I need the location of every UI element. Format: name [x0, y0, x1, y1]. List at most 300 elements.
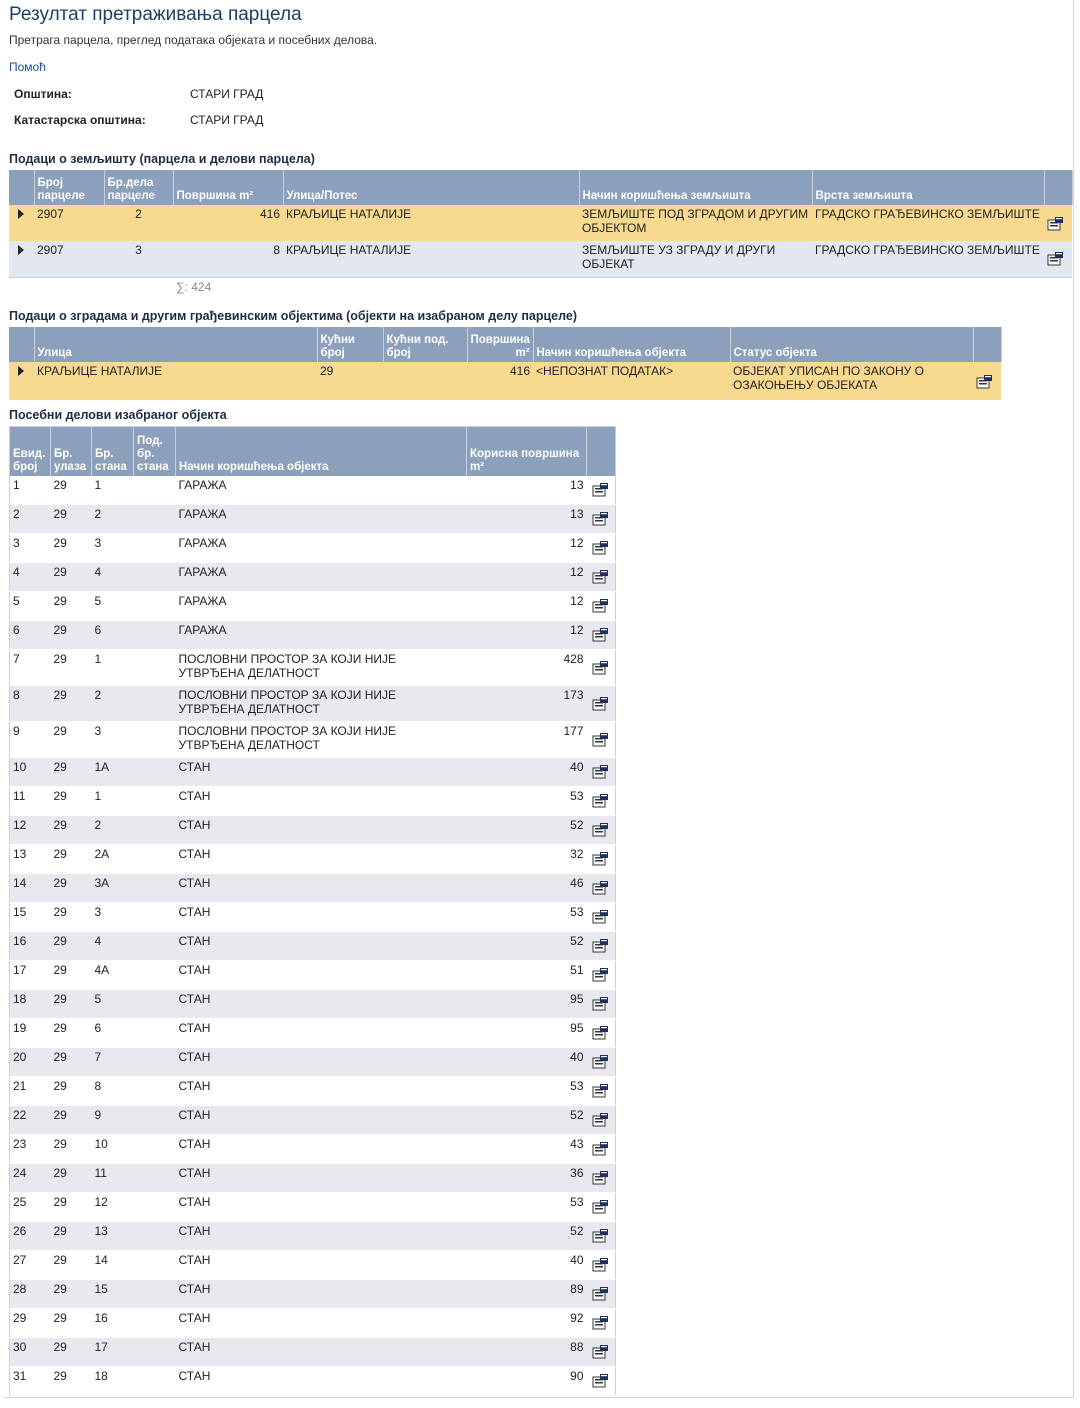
part-evid: 1: [10, 476, 51, 505]
part-apt: 12: [92, 1192, 134, 1221]
expand-arrow-icon[interactable]: [18, 366, 24, 376]
part-apt: 15: [92, 1279, 134, 1308]
building-status: ОБЈЕКАТ УПИСАН ПО ЗАКОНУ О ОЗАКОЊЕЊУ ОБЈЕКАТА: [730, 362, 973, 400]
detail-cell[interactable]: [587, 1192, 616, 1221]
detail-icon[interactable]: [592, 1344, 609, 1359]
part-row[interactable]: [10, 504, 616, 533]
part-entrance: 29: [51, 1221, 92, 1250]
part-usage: СТАН: [176, 1279, 467, 1308]
parcel-part: 2: [104, 205, 173, 241]
expand-cell[interactable]: [9, 205, 34, 241]
part-evid: 19: [10, 1018, 51, 1047]
help-link[interactable]: Помоћ: [9, 60, 46, 74]
part-usage: СТАН: [176, 757, 467, 786]
part-row[interactable]: [10, 476, 616, 505]
detail-icon[interactable]: [592, 793, 609, 808]
detail-cell[interactable]: [587, 476, 616, 505]
part-usage: СТАН: [176, 1337, 467, 1366]
detail-icon[interactable]: [592, 851, 609, 866]
part-evid: 10: [10, 757, 51, 786]
part-usage: ПОСЛОВНИ ПРОСТОР ЗА КОЈИ НИЈЕ УТВРЂЕНА ДЕЛАТНОСТ: [176, 649, 467, 685]
detail-cell[interactable]: [587, 1018, 616, 1047]
detail-cell[interactable]: [587, 685, 616, 721]
part-entrance: 29: [51, 685, 92, 721]
part-evid: 5: [10, 591, 51, 620]
land-row[interactable]: [9, 241, 1072, 277]
part-entrance: 29: [51, 931, 92, 960]
land-header-actions: [1044, 170, 1072, 205]
detail-icon[interactable]: [1047, 216, 1064, 231]
part-area: 95: [467, 989, 587, 1018]
buildings-table: [9, 327, 1002, 400]
part-evid: 7: [10, 649, 51, 685]
detail-icon[interactable]: [592, 1315, 609, 1330]
part-sub: [134, 931, 176, 960]
part-row[interactable]: [10, 620, 616, 649]
part-evid: 6: [10, 620, 51, 649]
part-apt: 6: [92, 620, 134, 649]
part-sub: [134, 844, 176, 873]
part-entrance: 29: [51, 1366, 92, 1395]
detail-icon[interactable]: [592, 732, 609, 747]
part-row[interactable]: [10, 960, 616, 989]
detail-cell[interactable]: [587, 1366, 616, 1395]
detail-cell[interactable]: [587, 931, 616, 960]
part-usage: СТАН: [176, 931, 467, 960]
parcel-usage: ЗЕМЉИШТЕ ПОД ЗГРАДОМ И ДРУГИМ ОБЈЕКТОМ: [579, 205, 812, 241]
buildings-header-house-no[interactable]: Кућни број: [317, 327, 383, 362]
part-entrance: 29: [51, 504, 92, 533]
part-apt: 13: [92, 1221, 134, 1250]
part-apt: 4: [92, 931, 134, 960]
part-area: 12: [467, 562, 587, 591]
detail-icon[interactable]: [592, 627, 609, 642]
part-entrance: 29: [51, 1279, 92, 1308]
part-entrance: 29: [51, 1105, 92, 1134]
part-row[interactable]: [10, 757, 616, 786]
detail-icon[interactable]: [592, 511, 609, 526]
detail-icon[interactable]: [976, 374, 993, 389]
part-evid: 26: [10, 1221, 51, 1250]
part-usage: СТАН: [176, 1047, 467, 1076]
part-sub: [134, 504, 176, 533]
part-entrance: 29: [51, 1250, 92, 1279]
parts-header-sub[interactable]: Под. бр. стана: [134, 427, 176, 476]
detail-cell[interactable]: [587, 786, 616, 815]
part-row[interactable]: [10, 1134, 616, 1163]
part-apt: 3А: [92, 873, 134, 902]
part-entrance: 29: [51, 786, 92, 815]
part-sub: [134, 1105, 176, 1134]
part-sub: [134, 1337, 176, 1366]
detail-icon[interactable]: [592, 880, 609, 895]
municipality-label: Општина:: [14, 87, 72, 101]
part-area: 51: [467, 960, 587, 989]
part-apt: 17: [92, 1337, 134, 1366]
detail-icon[interactable]: [592, 764, 609, 779]
detail-cell[interactable]: [587, 960, 616, 989]
detail-cell[interactable]: [587, 504, 616, 533]
part-sub: [134, 591, 176, 620]
part-usage: СТАН: [176, 1221, 467, 1250]
land-header-type[interactable]: Врста земљишта: [812, 170, 1044, 205]
part-usage: СТАН: [176, 1366, 467, 1395]
part-row[interactable]: [10, 1076, 616, 1105]
parcel-type: ГРАДСКО ГРАЂЕВИНСКО ЗЕМЉИШТЕ: [812, 241, 1044, 277]
part-area: 92: [467, 1308, 587, 1337]
part-area: 46: [467, 873, 587, 902]
part-evid: 18: [10, 989, 51, 1018]
detail-icon[interactable]: [592, 1141, 609, 1156]
detail-icon[interactable]: [592, 996, 609, 1011]
municipality-value: СТАРИ ГРАД: [190, 87, 264, 101]
part-entrance: 29: [51, 757, 92, 786]
part-usage: СТАН: [176, 1105, 467, 1134]
detail-cell[interactable]: [587, 1134, 616, 1163]
part-sub: [134, 873, 176, 902]
detail-cell[interactable]: [587, 1221, 616, 1250]
detail-icon[interactable]: [592, 967, 609, 982]
part-entrance: 29: [51, 591, 92, 620]
detail-icon[interactable]: [592, 1083, 609, 1098]
detail-cell[interactable]: [1044, 205, 1072, 241]
part-usage: СТАН: [176, 1163, 467, 1192]
parts-header-area[interactable]: Корисна површина m²: [467, 427, 587, 476]
building-row[interactable]: [9, 362, 1001, 400]
parcel-number: 2907: [34, 205, 104, 241]
part-evid: 24: [10, 1163, 51, 1192]
part-apt: 2: [92, 815, 134, 844]
part-entrance: 29: [51, 1134, 92, 1163]
part-row[interactable]: [10, 649, 616, 685]
part-apt: 1: [92, 649, 134, 685]
parts-header-entrance[interactable]: Бр. улаза: [51, 427, 92, 476]
part-apt: 8: [92, 1076, 134, 1105]
part-apt: 5: [92, 989, 134, 1018]
part-usage: СТАН: [176, 786, 467, 815]
part-area: 173: [467, 685, 587, 721]
detail-cell[interactable]: [587, 902, 616, 931]
expand-arrow-icon[interactable]: [18, 209, 24, 219]
detail-icon[interactable]: [592, 1170, 609, 1185]
buildings-section-title: Подаци о зградама и другим грађевинским објектима (објекти на изабраном делу парцеле): [9, 309, 578, 323]
detail-icon[interactable]: [592, 482, 609, 497]
detail-icon[interactable]: [592, 909, 609, 924]
part-area: 13: [467, 476, 587, 505]
detail-cell[interactable]: [587, 1279, 616, 1308]
part-row[interactable]: [10, 902, 616, 931]
part-usage: ГАРАЖА: [176, 591, 467, 620]
detail-cell[interactable]: [587, 1308, 616, 1337]
part-apt: 11: [92, 1163, 134, 1192]
building-usage: <НЕПОЗНАТ ПОДАТАК>: [533, 362, 730, 400]
part-evid: 20: [10, 1047, 51, 1076]
parts-body: [10, 476, 616, 1396]
part-entrance: 29: [51, 649, 92, 685]
part-entrance: 29: [51, 1076, 92, 1105]
parts-section-title: Посебни делови изабраног објекта: [9, 408, 227, 422]
detail-cell[interactable]: [587, 1105, 616, 1134]
detail-icon[interactable]: [592, 1025, 609, 1040]
part-row[interactable]: [10, 1366, 616, 1395]
expand-arrow-icon[interactable]: [18, 245, 24, 255]
part-area: 53: [467, 1192, 587, 1221]
part-sub: [134, 989, 176, 1018]
land-header-area[interactable]: Површина m²: [173, 170, 283, 205]
part-sub: [134, 1163, 176, 1192]
detail-cell[interactable]: [587, 1250, 616, 1279]
part-area: 40: [467, 1250, 587, 1279]
parts-header-evid[interactable]: Евид. број: [10, 427, 51, 476]
detail-cell[interactable]: [587, 815, 616, 844]
part-area: 95: [467, 1018, 587, 1047]
buildings-header-expand: [9, 327, 34, 362]
part-apt: 10: [92, 1134, 134, 1163]
cadastral-value: СТАРИ ГРАД: [190, 113, 264, 127]
part-apt: 6: [92, 1018, 134, 1047]
part-area: 89: [467, 1279, 587, 1308]
part-row[interactable]: [10, 786, 616, 815]
detail-icon[interactable]: [592, 822, 609, 837]
part-usage: СТАН: [176, 1134, 467, 1163]
part-entrance: 29: [51, 902, 92, 931]
detail-icon[interactable]: [592, 1112, 609, 1127]
part-area: 32: [467, 844, 587, 873]
buildings-header-usage[interactable]: Начин коришћења објекта: [533, 327, 730, 362]
part-apt: 1А: [92, 757, 134, 786]
part-area: 90: [467, 1366, 587, 1395]
land-header-usage[interactable]: Начин коришћења земљишта: [579, 170, 812, 205]
part-entrance: 29: [51, 873, 92, 902]
part-sub: [134, 1018, 176, 1047]
part-evid: 8: [10, 685, 51, 721]
detail-icon[interactable]: [592, 1054, 609, 1069]
part-entrance: 29: [51, 620, 92, 649]
part-sub: [134, 476, 176, 505]
buildings-header-street[interactable]: Улица: [34, 327, 317, 362]
expand-cell[interactable]: [9, 362, 34, 400]
detail-cell[interactable]: [587, 721, 616, 757]
buildings-header-status[interactable]: Статус објекта: [730, 327, 973, 362]
part-row[interactable]: [10, 1308, 616, 1337]
part-apt: 4А: [92, 960, 134, 989]
part-area: 53: [467, 1076, 587, 1105]
expand-cell[interactable]: [9, 241, 34, 277]
part-sub: [134, 1192, 176, 1221]
part-usage: ГАРАЖА: [176, 476, 467, 505]
part-usage: СТАН: [176, 960, 467, 989]
detail-cell[interactable]: [587, 620, 616, 649]
land-header-street[interactable]: Улица/Потес: [283, 170, 579, 205]
part-apt: 1: [92, 786, 134, 815]
part-sub: [134, 1308, 176, 1337]
parcel-street: КРАЉИЦЕ НАТАЛИЈЕ: [283, 241, 579, 277]
parcel-usage: ЗЕМЉИШТЕ УЗ ЗГРАДУ И ДРУГИ ОБЈЕКАТ: [579, 241, 812, 277]
part-sub: [134, 815, 176, 844]
part-row[interactable]: [10, 844, 616, 873]
parcel-number: 2907: [34, 241, 104, 277]
land-header-part[interactable]: Бр.дела парцеле: [104, 170, 173, 205]
part-row[interactable]: [10, 1163, 616, 1192]
part-area: 177: [467, 721, 587, 757]
part-usage: СТАН: [176, 1018, 467, 1047]
part-sub: [134, 1366, 176, 1395]
parcel-street: КРАЉИЦЕ НАТАЛИЈЕ: [283, 205, 579, 241]
part-row[interactable]: [10, 591, 616, 620]
part-area: 52: [467, 1221, 587, 1250]
parts-table: [9, 426, 616, 1396]
part-apt: 9: [92, 1105, 134, 1134]
part-area: 52: [467, 931, 587, 960]
part-entrance: 29: [51, 1337, 92, 1366]
part-row[interactable]: [10, 1250, 616, 1279]
detail-icon[interactable]: [592, 660, 609, 675]
detail-cell[interactable]: [587, 533, 616, 562]
part-area: 53: [467, 786, 587, 815]
page-title: Резултат претраживања парцела: [9, 4, 302, 25]
part-entrance: 29: [51, 1018, 92, 1047]
part-row[interactable]: [10, 873, 616, 902]
land-row[interactable]: [9, 205, 1072, 241]
detail-cell[interactable]: [587, 757, 616, 786]
detail-icon[interactable]: [592, 1228, 609, 1243]
part-row[interactable]: [10, 685, 616, 721]
part-sub: [134, 721, 176, 757]
part-usage: ГАРАЖА: [176, 533, 467, 562]
land-header-parcel[interactable]: Број парцеле: [34, 170, 104, 205]
page-subtitle: Претрага парцела, преглед података објеката и посебних делова.: [9, 33, 378, 47]
part-evid: 25: [10, 1192, 51, 1221]
detail-icon[interactable]: [592, 1257, 609, 1272]
detail-cell[interactable]: [587, 591, 616, 620]
part-evid: 11: [10, 786, 51, 815]
buildings-header-house-sub[interactable]: Кућни под. број: [383, 327, 467, 362]
part-area: 88: [467, 1337, 587, 1366]
part-evid: 21: [10, 1076, 51, 1105]
part-evid: 17: [10, 960, 51, 989]
detail-cell[interactable]: [1044, 241, 1072, 277]
part-entrance: 29: [51, 989, 92, 1018]
parcel-part: 3: [104, 241, 173, 277]
cadastral-label: Катастарска општина:: [14, 113, 146, 127]
part-apt: 1: [92, 476, 134, 505]
land-section-title: Подаци о земљишту (парцела и делови парцела): [9, 152, 315, 166]
part-evid: 28: [10, 1279, 51, 1308]
part-row[interactable]: [10, 1047, 616, 1076]
part-row[interactable]: [10, 1018, 616, 1047]
part-apt: 4: [92, 562, 134, 591]
part-evid: 27: [10, 1250, 51, 1279]
buildings-header-actions: [973, 327, 1001, 362]
detail-cell[interactable]: [587, 1337, 616, 1366]
part-usage: СТАН: [176, 1076, 467, 1105]
part-usage: СТАН: [176, 1250, 467, 1279]
part-apt: 5: [92, 591, 134, 620]
part-entrance: 29: [51, 1047, 92, 1076]
part-row[interactable]: [10, 815, 616, 844]
detail-cell[interactable]: [587, 649, 616, 685]
part-usage: СТАН: [176, 873, 467, 902]
part-apt: 14: [92, 1250, 134, 1279]
part-sub: [134, 1279, 176, 1308]
detail-cell[interactable]: [587, 844, 616, 873]
part-entrance: 29: [51, 1192, 92, 1221]
part-row[interactable]: [10, 931, 616, 960]
part-usage: СТАН: [176, 902, 467, 931]
part-row[interactable]: [10, 1221, 616, 1250]
part-usage: СТАН: [176, 1192, 467, 1221]
parcel-area: 8: [173, 241, 283, 277]
detail-cell[interactable]: [587, 1163, 616, 1192]
land-table: [9, 170, 1073, 299]
part-row[interactable]: [10, 1105, 616, 1134]
part-entrance: 29: [51, 721, 92, 757]
parcel-type: ГРАДСКО ГРАЂЕВИНСКО ЗЕМЉИШТЕ: [812, 205, 1044, 241]
detail-icon[interactable]: [592, 1286, 609, 1301]
land-area-sum: ∑: 424: [173, 277, 283, 299]
detail-cell[interactable]: [587, 1047, 616, 1076]
detail-icon[interactable]: [1047, 251, 1064, 266]
detail-icon[interactable]: [592, 938, 609, 953]
part-evid: 29: [10, 1308, 51, 1337]
detail-icon[interactable]: [592, 696, 609, 711]
part-row[interactable]: [10, 1337, 616, 1366]
detail-icon[interactable]: [592, 569, 609, 584]
parts-header-apt[interactable]: Бр. стана: [92, 427, 134, 476]
part-row[interactable]: [10, 533, 616, 562]
part-evid: 9: [10, 721, 51, 757]
part-entrance: 29: [51, 1163, 92, 1192]
part-apt: 3: [92, 721, 134, 757]
part-sub: [134, 1221, 176, 1250]
part-apt: 16: [92, 1308, 134, 1337]
part-row[interactable]: [10, 721, 616, 757]
detail-cell[interactable]: [587, 989, 616, 1018]
part-area: 52: [467, 1105, 587, 1134]
part-sub: [134, 902, 176, 931]
part-evid: 16: [10, 931, 51, 960]
part-evid: 4: [10, 562, 51, 591]
part-entrance: 29: [51, 960, 92, 989]
detail-icon[interactable]: [592, 598, 609, 613]
building-street: КРАЉИЦЕ НАТАЛИЈЕ: [34, 362, 317, 400]
part-evid: 3: [10, 533, 51, 562]
part-sub: [134, 960, 176, 989]
detail-icon[interactable]: [592, 1199, 609, 1214]
buildings-header-area[interactable]: Површина m²: [467, 327, 533, 362]
detail-icon[interactable]: [592, 540, 609, 555]
part-row[interactable]: [10, 562, 616, 591]
detail-cell[interactable]: [587, 1076, 616, 1105]
part-evid: 13: [10, 844, 51, 873]
detail-icon[interactable]: [592, 1373, 609, 1388]
part-usage: ГАРАЖА: [176, 620, 467, 649]
part-row[interactable]: [10, 1192, 616, 1221]
building-area: 416: [467, 362, 533, 400]
part-row[interactable]: [10, 1279, 616, 1308]
building-house-sub: [383, 362, 467, 400]
part-sub: [134, 1134, 176, 1163]
detail-cell[interactable]: [973, 362, 1001, 400]
part-sub: [134, 562, 176, 591]
part-row[interactable]: [10, 989, 616, 1018]
parts-header-actions: [587, 427, 616, 476]
land-header-expand: [9, 170, 34, 205]
detail-cell[interactable]: [587, 873, 616, 902]
detail-cell[interactable]: [587, 562, 616, 591]
parts-header-usage[interactable]: Начин коришћења објекта: [176, 427, 467, 476]
part-area: 36: [467, 1163, 587, 1192]
